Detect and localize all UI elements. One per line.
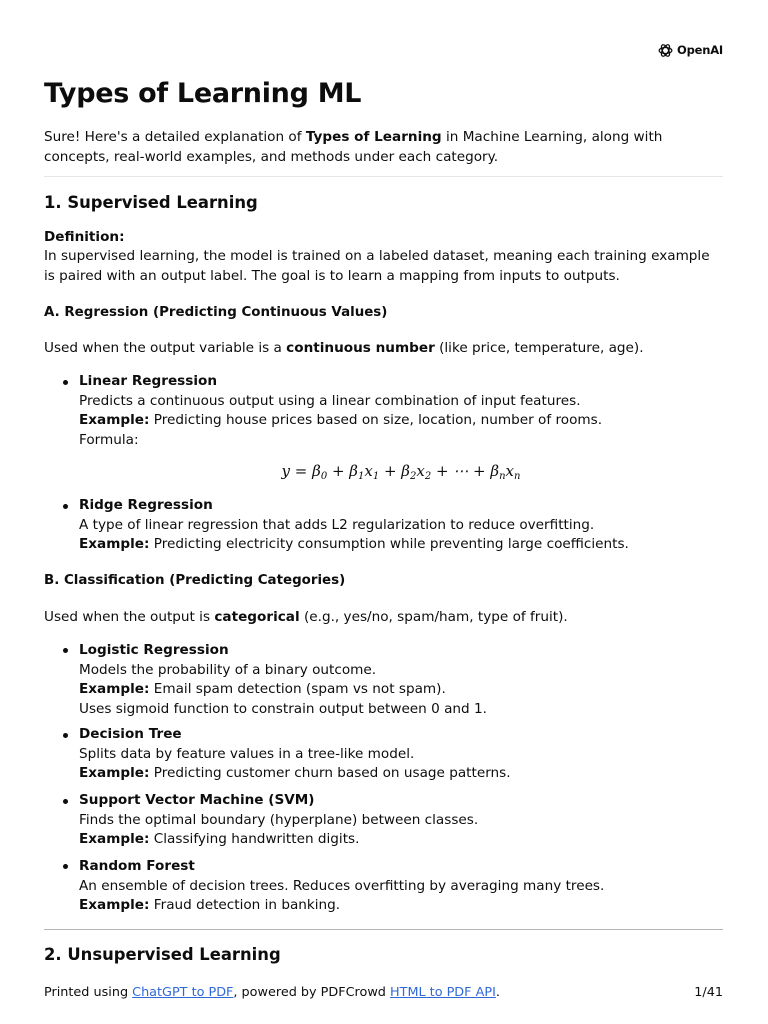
classification-usage: Used when the output is categorical (e.g., yes/no, spam/ham, type of fruit). xyxy=(44,609,568,625)
print-footer: Printed using ChatGPT to PDF, powered by PDFCrowd HTML to PDF API. xyxy=(44,985,500,1000)
list-item-svm: Support Vector Machine (SVM) Finds the optimal boundary (hyperplane) between classes. Example: Classifying handwritten digits. xyxy=(79,792,479,847)
list-item-decision-tree: Decision Tree Splits data by feature values in a tree-like model. Example: Predicting customer churn based on usage patterns. xyxy=(79,726,511,781)
list-item-ridge-regression: Ridge Regression A type of linear regression that adds L2 regularization to reduce overfitting. Example: Predicting electricity consumption while preventing large coefficients. xyxy=(79,497,629,552)
brand-name: OpenAI xyxy=(677,43,723,57)
divider xyxy=(44,176,723,177)
list-item-linear-regression: Linear Regression Predicts a continuous output using a linear combination of input features. Example: Predicting house prices based on size, location, number of rooms. Formula: xyxy=(79,373,603,448)
openai-logo xyxy=(657,41,723,61)
chatgpt-to-pdf-link[interactable]: ChatGPT to PDF xyxy=(132,985,234,1000)
bullet xyxy=(63,799,68,804)
html-to-pdf-api-link[interactable]: HTML to PDF API xyxy=(390,985,496,1000)
bullet xyxy=(63,864,68,869)
list-item-logistic-regression: Logistic Regression Models the probability of a binary outcome. Example: Email spam detection (spam vs not spam). Uses sigmoid function to constrain output between 0 and 1. xyxy=(79,642,487,717)
page-title: Types of Learning ML xyxy=(44,78,362,109)
bullet xyxy=(63,733,68,738)
intro-paragraph: Sure! Here's a detailed explanation of Types of Learning in Machine Learning, along with concepts, real-world examples, and methods under each category. xyxy=(44,129,663,165)
bullet xyxy=(63,648,68,653)
page-number: 1/41 xyxy=(694,985,723,1000)
section-heading-supervised: 1. Supervised Learning xyxy=(44,193,258,212)
subheading-regression: A. Regression (Predicting Continuous Values) xyxy=(44,305,388,320)
linear-regression-formula: $y = \beta_0 + \beta_1x_1 + \beta_2x_2$ + ⋯ + $\beta_nx_n$ xyxy=(281,462,521,482)
subheading-classification: B. Classification (Predicting Categories) xyxy=(44,573,346,588)
regression-usage: Used when the output variable is a continuous number (like price, temperature, age). xyxy=(44,340,644,356)
list-item-random-forest: Random Forest An ensemble of decision trees. Reduces overfitting by averaging many trees. Example: Fraud detection in banking. xyxy=(79,858,605,913)
bullet xyxy=(63,380,68,385)
openai-knot-icon xyxy=(657,42,674,59)
section-divider xyxy=(44,929,723,930)
definition-label: Definition: xyxy=(44,229,125,245)
section-heading-unsupervised: 2. Unsupervised Learning xyxy=(44,945,281,964)
definition-text: In supervised learning, the model is trained on a labeled dataset, meaning each training example is paired with an output label. The goal is to learn a mapping from inputs to outputs. xyxy=(44,248,710,284)
bullet xyxy=(63,504,68,509)
